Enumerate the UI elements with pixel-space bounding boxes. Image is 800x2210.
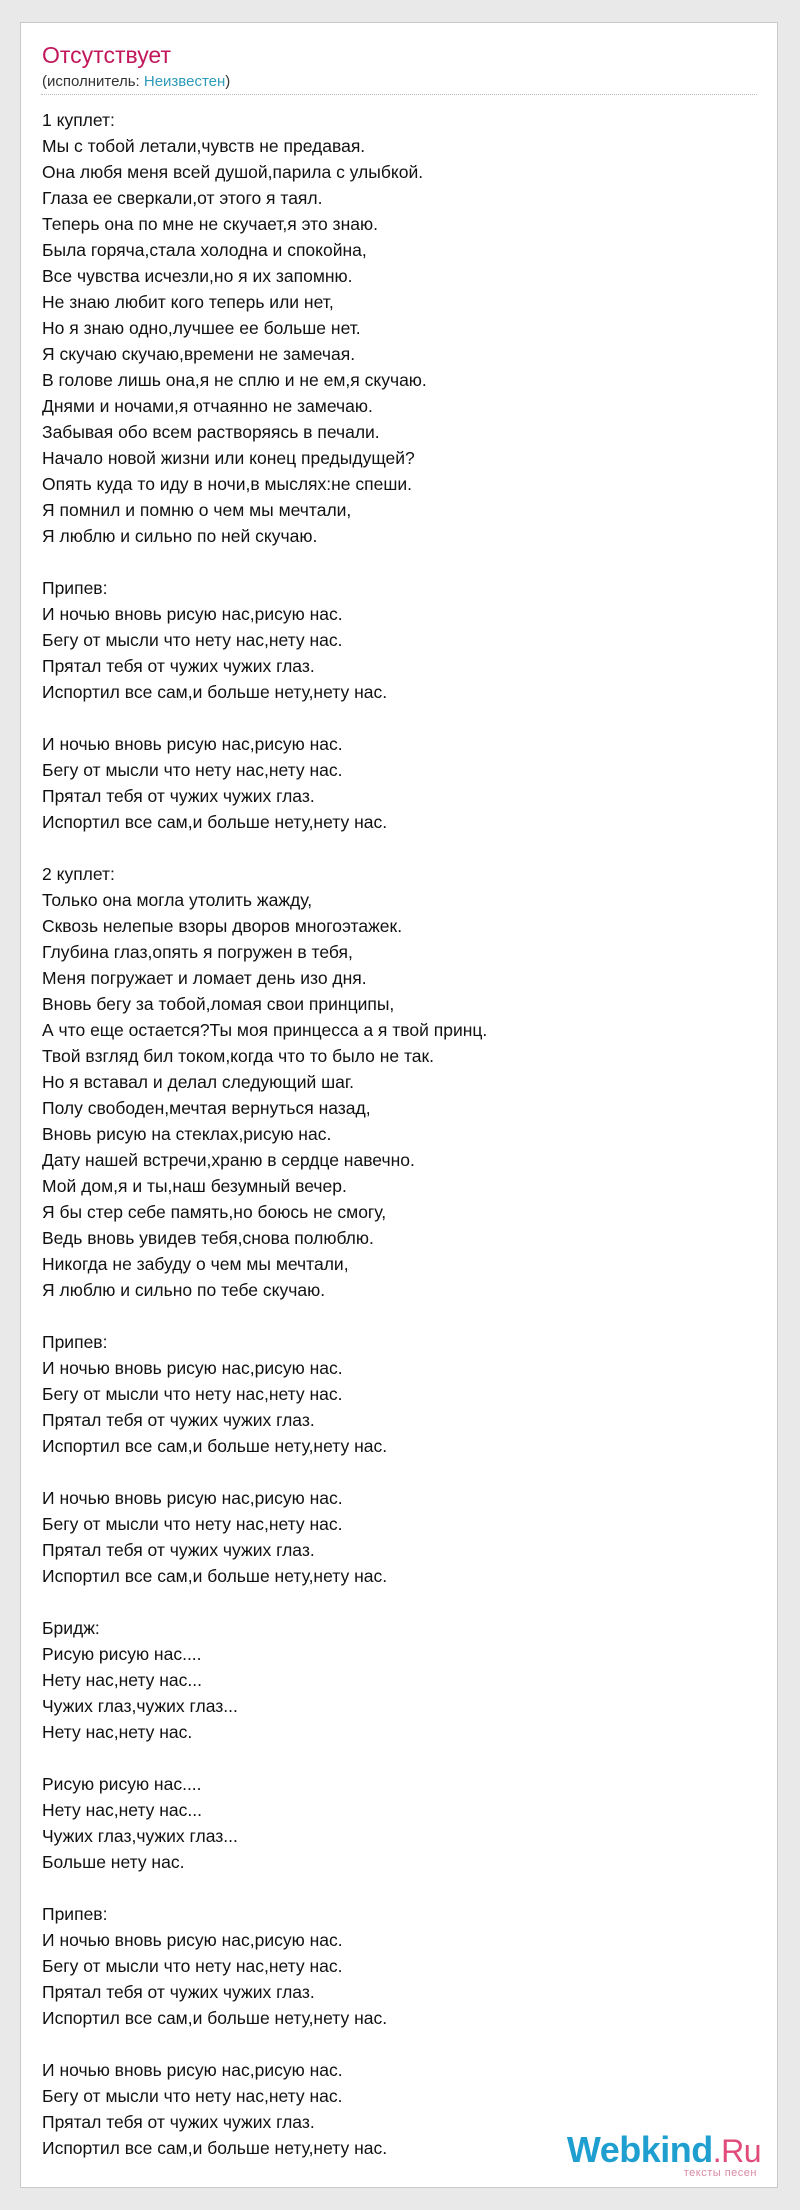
lyric-line: Бегу от мысли что нету нас,нету нас. xyxy=(42,1384,343,1404)
lyrics-text xyxy=(42,107,487,2161)
lyric-line: Прятал тебя от чужих чужих глаз. xyxy=(42,656,315,676)
stanza-gap xyxy=(42,1459,487,1485)
lyric-line: Припев: xyxy=(42,1904,108,1924)
lyric-line: Опять куда то иду в ночи,в мыслях:не спеши. xyxy=(42,474,413,494)
lyric-line: Бегу от мысли что нету нас,нету нас. xyxy=(42,2086,343,2106)
lyric-line: Я бы стер себе память,но боюсь не смогу, xyxy=(42,1202,387,1222)
lyric-line: Твой взгляд бил током,когда что то было не так. xyxy=(42,1046,435,1066)
lyric-line: Начало новой жизни или конец предыдущей? xyxy=(42,448,415,468)
lyric-line: Чужих глаз,чужих глаз... xyxy=(42,1826,238,1846)
lyric-line: И ночью вновь рисую нас,рисую нас. xyxy=(42,604,343,624)
song-title: Отсутствует xyxy=(42,42,171,68)
lyric-line: Была горяча,стала холодна и спокойна, xyxy=(42,240,367,260)
lyric-line: Больше нету нас. xyxy=(42,1852,185,1872)
lyric-line: Днями и ночами,я отчаянно не замечаю. xyxy=(42,396,373,416)
lyric-line: Вновь бегу за тобой,ломая свои принципы, xyxy=(42,994,395,1014)
lyric-line: В голове лишь она,я не сплю и не ем,я скучаю. xyxy=(42,370,427,390)
artist-prefix: (исполнитель: xyxy=(42,73,144,90)
stanza-gap xyxy=(42,705,487,731)
lyric-line: Рисую рисую нас.... xyxy=(42,1774,202,1794)
lyric-line: Нету нас,нету нас... xyxy=(42,1800,202,1820)
lyric-line: Прятал тебя от чужих чужих глаз. xyxy=(42,1540,315,1560)
lyric-line: Сквозь нелепые взоры дворов многоэтажек. xyxy=(42,916,403,936)
lyric-line: Глаза ее сверкали,от этого я таял. xyxy=(42,188,323,208)
stanza-gap xyxy=(42,549,487,575)
artist-link[interactable]: Неизвестен xyxy=(143,73,226,90)
lyric-line: Испортил все сам,и больше нету,нету нас. xyxy=(42,1566,388,1586)
lyric-line: Прятал тебя от чужих чужих глаз. xyxy=(42,1982,315,2002)
lyric-line: Бегу от мысли что нету нас,нету нас. xyxy=(42,630,343,650)
lyric-line: Испортил все сам,и больше нету,нету нас. xyxy=(42,1436,388,1456)
lyric-line: Чужих глаз,чужих глаз... xyxy=(42,1696,238,1716)
lyric-line: Теперь она по мне не скучает,я это знаю. xyxy=(42,214,378,234)
stanza-gap xyxy=(42,1875,487,1901)
lyric-line: Я люблю и сильно по ней скучаю. xyxy=(42,526,318,546)
lyric-line: Испортил все сам,и больше нету,нету нас. xyxy=(42,2138,388,2158)
lyric-line: Прятал тебя от чужих чужих глаз. xyxy=(42,1410,315,1430)
lyric-line: Дату нашей встречи,храню в сердце навечно. xyxy=(42,1150,415,1170)
lyric-line: Припев: xyxy=(42,1332,108,1352)
lyric-line: Испортил все сам,и больше нету,нету нас. xyxy=(42,2008,388,2028)
lyric-line: И ночью вновь рисую нас,рисую нас. xyxy=(42,734,343,754)
logo-main-text: Webkind xyxy=(566,2129,713,2170)
stanza-gap xyxy=(42,1303,487,1329)
lyric-line: Полу свободен,мечтая вернуться назад, xyxy=(42,1098,371,1118)
logo-wordmark xyxy=(567,2130,761,2171)
lyric-line: И ночью вновь рисую нас,рисую нас. xyxy=(42,2060,343,2080)
lyric-line: И ночью вновь рисую нас,рисую нас. xyxy=(42,1358,343,1378)
lyric-line: Я помнил и помню о чем мы мечтали, xyxy=(42,500,352,520)
stanza-gap xyxy=(42,1589,487,1615)
lyric-line: Ведь вновь увидев тебя,снова полюблю. xyxy=(42,1228,374,1248)
lyric-line: Забывая обо всем растворяясь в печали. xyxy=(42,422,380,442)
lyric-line: Не знаю любит кого теперь или нет, xyxy=(42,292,334,312)
lyric-line: 1 куплет: xyxy=(42,110,115,130)
lyric-line: Вновь рисую на стеклах,рисую нас. xyxy=(42,1124,332,1144)
lyric-line: Прятал тебя от чужих чужих глаз. xyxy=(42,2112,315,2132)
lyric-line: Нету нас,нету нас... xyxy=(42,1670,202,1690)
lyric-line: Меня погружает и ломает день изо дня. xyxy=(42,968,367,988)
artist-line xyxy=(42,73,230,91)
lyric-line: Она любя меня всей душой,парила с улыбкой. xyxy=(42,162,424,182)
lyric-line: Испортил все сам,и больше нету,нету нас. xyxy=(42,812,388,832)
lyric-line: А что еще остается?Ты моя принцесса а я твой принц. xyxy=(42,1020,488,1040)
lyric-line: Нету нас,нету нас. xyxy=(42,1722,193,1742)
stanza-gap xyxy=(42,835,487,861)
stanza-gap xyxy=(42,1745,487,1771)
lyric-line: Глубина глаз,опять я погружен в тебя, xyxy=(42,942,353,962)
lyric-line: И ночью вновь рисую нас,рисую нас. xyxy=(42,1930,343,1950)
lyric-line: Испортил все сам,и больше нету,нету нас. xyxy=(42,682,388,702)
lyric-line: Рисую рисую нас.... xyxy=(42,1644,202,1664)
lyric-line: Никогда не забуду о чем мы мечтали, xyxy=(42,1254,349,1274)
lyric-line: Но я вставал и делал следующий шаг. xyxy=(42,1072,354,1092)
lyric-line: Я скучаю скучаю,времени не замечая. xyxy=(42,344,356,364)
stanza-gap xyxy=(42,2031,487,2057)
lyric-line: Мой дом,я и ты,наш безумный вечер. xyxy=(42,1176,347,1196)
logo-tagline: тексты песен xyxy=(683,2167,757,2179)
lyric-line: Припев: xyxy=(42,578,108,598)
artist-suffix: ) xyxy=(225,73,231,90)
lyric-line: Бегу от мысли что нету нас,нету нас. xyxy=(42,1514,343,1534)
lyric-line: Мы с тобой летали,чувств не предавая. xyxy=(42,136,366,156)
lyric-line: 2 куплет: xyxy=(42,864,115,884)
lyric-line: Только она могла утолить жажду, xyxy=(42,890,313,910)
title-divider xyxy=(41,94,757,95)
lyric-line: Все чувства исчезли,но я их запомню. xyxy=(42,266,353,286)
site-logo[interactable] xyxy=(567,2130,761,2179)
lyric-line: Прятал тебя от чужих чужих глаз. xyxy=(42,786,315,806)
lyric-line: Бегу от мысли что нету нас,нету нас. xyxy=(42,1956,343,1976)
lyrics-card xyxy=(20,22,778,2188)
lyric-line: Бридж: xyxy=(42,1618,100,1638)
logo-domain-text: .Ru xyxy=(712,2133,761,2169)
lyric-line: И ночью вновь рисую нас,рисую нас. xyxy=(42,1488,343,1508)
lyric-line: Но я знаю одно,лучшее ее больше нет. xyxy=(42,318,361,338)
lyric-line: Бегу от мысли что нету нас,нету нас. xyxy=(42,760,343,780)
lyric-line: Я люблю и сильно по тебе скучаю. xyxy=(42,1280,326,1300)
